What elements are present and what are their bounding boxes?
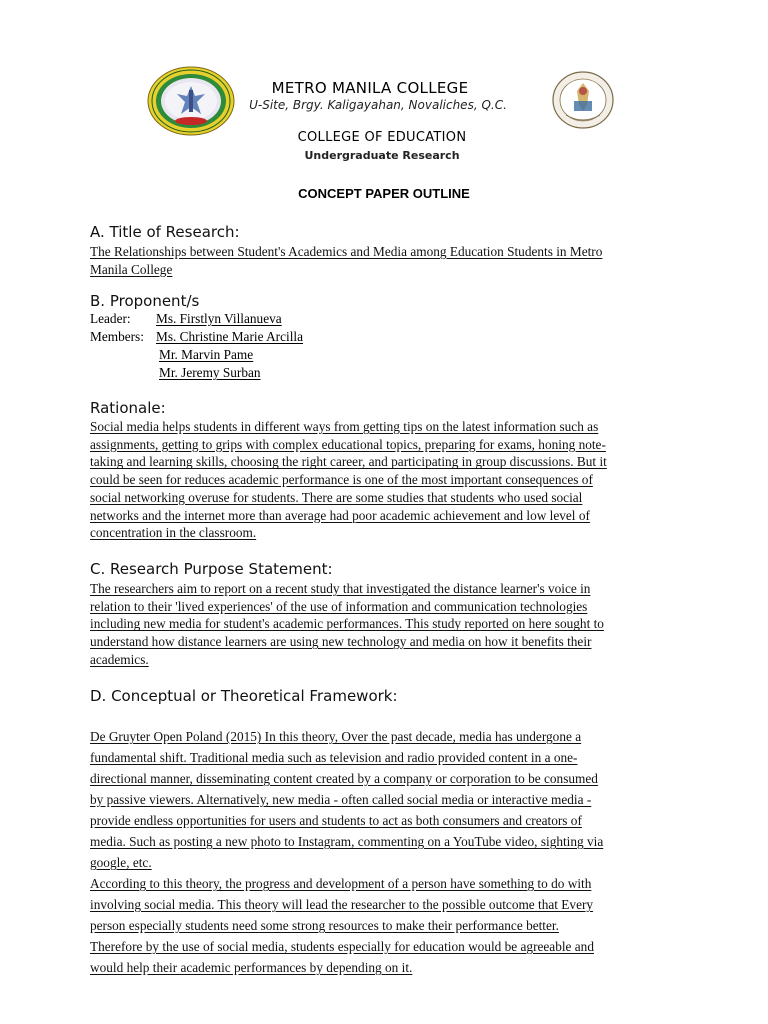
text-line: The Relationships between Student's Academics and Media among Education Students in Metro	[90, 244, 603, 259]
framework-heading: D. Conceptual or Theoretical Framework:	[90, 687, 398, 705]
document-title: CONCEPT PAPER OUTLINE	[298, 186, 470, 201]
framework-text	[90, 726, 679, 978]
text-line: including new media for student's academic performances. This study reported on here sought to	[90, 616, 604, 632]
rationale-text	[90, 418, 679, 542]
title-of-research-text	[90, 243, 679, 278]
text-line: taking and learning skills, choosing the right career, and participating in group discussions. But it	[90, 454, 607, 470]
purpose-heading: C. Research Purpose Statement:	[90, 560, 333, 578]
text-line: The researchers aim to report on a recent study that investigated the distance learner's voice in	[90, 581, 591, 596]
department-subheading: Undergraduate Research	[304, 149, 460, 162]
text-line: social networking overuse for students. There are some studies that students who used social	[90, 489, 583, 505]
text-line: fundamental shift. Traditional media such as television and radio provided content in a one-	[90, 750, 578, 765]
text-line: google, etc.	[90, 855, 152, 870]
leader-name: Ms. Firstlyn Villanueva	[156, 311, 282, 326]
text-line: networks and the internet more than average had poor academic achievement and low level of	[90, 507, 590, 523]
text-line: provide endless opportunities for users and students to act as both consumers and creators of	[90, 813, 582, 828]
text-line: Social media helps students in different ways from getting tips on the latest information such as	[90, 419, 599, 434]
department-name: COLLEGE OF EDUCATION	[297, 130, 467, 145]
text-line: Manila College	[90, 261, 173, 277]
member-name: Mr. Jeremy Surban	[159, 365, 261, 380]
college-name: METRO MANILA COLLEGE	[271, 79, 469, 97]
title-of-research-heading: A. Title of Research:	[90, 223, 240, 241]
leader-label: Leader:	[90, 311, 131, 326]
text-line: involving social media. This theory will lead the researcher to the possible outcome that Every	[90, 897, 594, 912]
text-line: could be seen for reduces academic performance is one of the most important consequences of	[90, 472, 593, 488]
text-line: Therefore by the use of social media, students especially for education would be agreeable and	[90, 939, 594, 954]
text-line: directional manner, disseminating content created by a company or corporation to be consumed	[90, 771, 598, 786]
text-line: concentration in the classroom.	[90, 525, 257, 541]
text-line: by passive viewers. Alternatively, new media - often called social media or interactive media -	[90, 792, 592, 807]
proponents-heading: B. Proponent/s	[90, 292, 200, 310]
text-line: academics.	[90, 651, 149, 667]
purpose-text	[90, 580, 679, 669]
text-line: understand how distance learners are using new technology and media on how it benefits their	[90, 634, 592, 650]
rationale-heading: Rationale:	[90, 399, 166, 417]
member-name: Mr. Marvin Pame	[159, 347, 254, 362]
text-line: De Gruyter Open Poland (2015) In this theory, Over the past decade, media has undergone a	[90, 729, 582, 744]
members-row	[90, 329, 303, 345]
leader-row	[90, 311, 282, 327]
text-line: media. Such as posting a new photo to Instagram, commenting on a YouTube video, sighting via	[90, 834, 604, 849]
text-line: assignments, getting to grips with complex educational topics, preparing for exams, honing note-	[90, 436, 606, 452]
text-line: person especially students need some strong resources to make their performance better.	[90, 918, 559, 933]
text-line: According to this theory, the progress and development of a person have something to do with	[90, 876, 592, 891]
college-address: U-Site, Brgy. Kaligayahan, Novaliches, Q.C.	[249, 98, 507, 112]
text-line: would help their academic performances by depending on it.	[90, 960, 413, 975]
members-label: Members:	[90, 329, 144, 344]
text-line: relation to their 'lived experiences' of the use of information and communication technologies	[90, 598, 588, 614]
member-name: Ms. Christine Marie Arcilla	[156, 329, 303, 344]
